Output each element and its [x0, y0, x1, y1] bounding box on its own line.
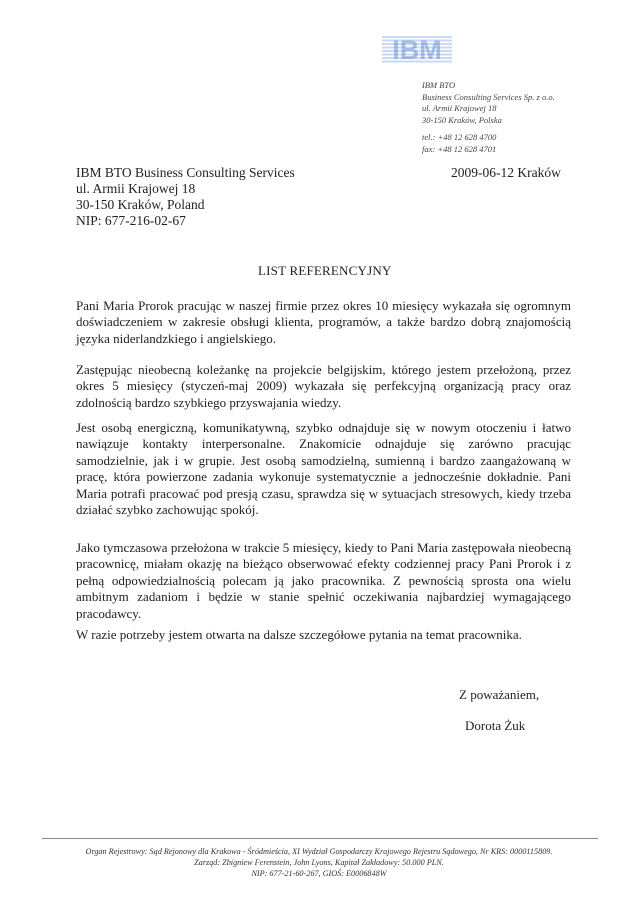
paragraph-4: Jako tymczasowa przełożona w trakcie 5 miesięcy, kiedy to Pani Maria zastępowała nieobecną pracownicę, miałam okazję na bieżąco obserwować efekty codziennej pracy Pani Prorok i z pełną odpowiedzialnością polecam ją jako pracownika. Z pewnością sprosta ona wielu ambitnym zadaniom i będzie w stanie spełnić oczekiwania najbardziej wymagającego pracodawcy. — [76, 540, 571, 621]
footer-registry: Organ Rejestrowy: Sąd Rejonowy dla Krakowa - Śródmieścia, XI Wydział Gospodarczy Krajowego Rejestru Sądowego, Nr KRS: 0000115809. — [85, 847, 553, 856]
company-full-name: Business Consulting Services Sp. z o.o. — [422, 91, 555, 102]
letter-date: 2009-06-12 Kraków — [451, 165, 561, 180]
company-street: ul. Armii Krajowej 18 — [422, 103, 497, 114]
paragraph-1: Pani Maria Prorok pracując w naszej firmie przez okres 10 miesięcy wykazała się ogromnym doświadczeniem w zakresie obsługi klienta, programów, a także bardzo dobrą znajomością języka niderlandzkiego i angielskiego. — [76, 298, 571, 346]
company-tel: tel.: +48 12 628 4700 — [422, 132, 497, 143]
recipient-street: ul. Armii Krajowej 18 — [76, 181, 196, 196]
ibm-logo — [382, 34, 452, 64]
paragraph-5: W razie potrzeby jestem otwarta na dalsze szczegółowe pytania na temat pracownika. — [76, 627, 522, 642]
signer-name: Dorota Żuk — [465, 718, 526, 733]
recipient-address — [76, 165, 295, 229]
footer-board: Zarząd: Zbigniew Ferenstein, John Lyons, Kapitał Zakładowy: 50.000 PLN. — [194, 858, 444, 867]
company-fax: fax: +48 12 628 4701 — [422, 143, 497, 154]
paragraph-3: Jest osobą energiczną, komunikatywną, szybko odnajduje się w nowym otoczeniu i łatwo nawiązuje kontakty interpersonalne. Znakomicie odnajduje się zarówno pracując samodzielnie, jak i w grupie. Jest osobą samodzielną, sumienną i bardzo zaangażowaną w pracę, która powierzone zadania wykonuje systematycznie a jednocześnie dokładnie. Pani Maria potrafi pracować pod presją czasu, sprawdza się w sytuacjach stresowych, kiedy trzeba działać szybko zachowując spokój. — [76, 420, 571, 518]
company-name: IBM BTO — [422, 80, 456, 90]
company-city: 30-150 Kraków, Polska — [422, 114, 502, 125]
recipient-name: IBM BTO Business Consulting Services — [76, 165, 295, 180]
footer-divider — [42, 838, 598, 839]
paragraph-2: Zastępując nieobecną koleżankę na projekcie belgijskim, którego jestem przełożoną, przez okres 5 miesięcy (styczeń-maj 2009) wykazała się perfekcyjną organizacją pracy oraz zdolnością bardzo szybkiego przyswajania wiedzy. — [76, 362, 571, 410]
letter-title: LIST REFERENCYJNY — [258, 263, 392, 278]
ibm-logo-text: IBM — [392, 35, 442, 64]
closing-phrase: Z poważaniem, — [459, 687, 540, 702]
footer-tax-ids: NIP: 677-21-60-267, GIOŚ: E0006848W — [251, 869, 387, 878]
company-address — [422, 80, 555, 156]
footer — [10, 846, 628, 879]
recipient-nip: NIP: 677-216-02-67 — [76, 213, 186, 228]
recipient-city: 30-150 Kraków, Poland — [76, 197, 205, 212]
